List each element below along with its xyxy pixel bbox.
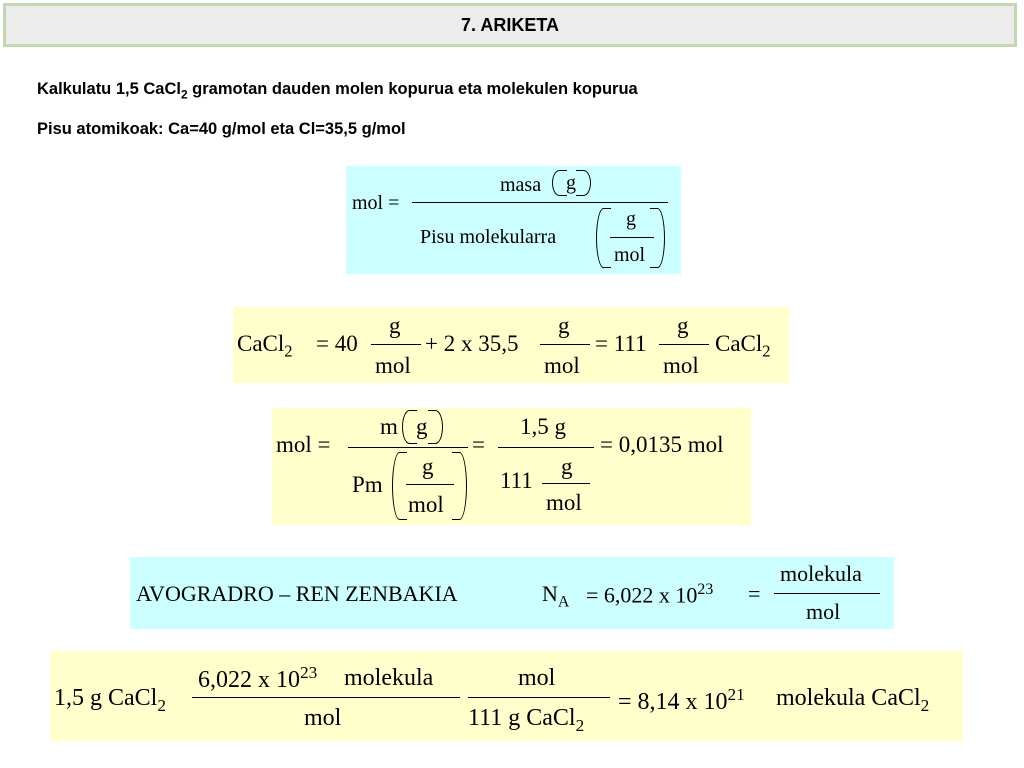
f1-denominator: Pisu molekularra	[420, 226, 557, 248]
f3-unit-g: g	[422, 454, 434, 479]
f3-result: = 0,0135 mol	[600, 432, 724, 457]
f5-lhs: 1,5 g CaCl$_2$	[54, 685, 166, 715]
f2-mol1: mol	[375, 353, 411, 378]
f4-value: = 6,022 x $10^{23}$	[586, 581, 714, 608]
f3-bar2	[498, 447, 594, 448]
f2-rhs: CaCl$_2$	[715, 331, 771, 361]
f1-den-paren-right	[650, 208, 665, 268]
f3-lhs: mol =	[276, 432, 331, 457]
f1-lhs: mol =	[352, 192, 400, 214]
f4-denominator: mol	[806, 599, 841, 624]
f2-eq111: = 111	[595, 331, 647, 356]
f3-denominator2: 111	[500, 468, 533, 493]
f3-unit-mol2: mol	[546, 490, 582, 515]
formula-molar-mass	[233, 307, 789, 383]
f3-paren-left	[402, 410, 417, 444]
f3-paren-right	[428, 410, 443, 444]
f3-bar-main	[348, 447, 468, 448]
f5-result: = 8,14 x $10^{21}$	[618, 685, 745, 715]
f3-unit-g2: g	[561, 454, 573, 479]
f2-g2: g	[558, 313, 570, 338]
f1-unit-bar	[610, 237, 654, 238]
f5-den2: 111 g CaCl$_2$	[468, 705, 585, 735]
f5-rhs: molekula CaCl$_2$	[776, 685, 930, 715]
problem-statement	[37, 80, 638, 101]
slide-title-bar	[3, 3, 1017, 47]
formula-avogadro	[130, 557, 894, 629]
f4-bar	[774, 593, 880, 594]
f3-denominator: Pm	[352, 472, 383, 497]
f1-den-paren-left	[596, 208, 611, 268]
f3-den-paren-left	[392, 452, 407, 520]
f3-unit-bar2	[542, 483, 590, 484]
slide-title: 7. ARIKETA	[460, 15, 559, 35]
problem-text-b: gramotan dauden molen kopurua eta molekulen kopurua	[187, 80, 638, 98]
problem-text-a: Kalkulatu 1,5 CaCl	[37, 80, 181, 98]
f3-unit-bar	[406, 484, 454, 485]
f3-eq: =	[472, 432, 485, 457]
f4-na: $N_A$	[542, 581, 570, 611]
formula-molecule-count	[50, 651, 963, 741]
f2-mol3: mol	[663, 353, 699, 378]
f3-unit-mol: mol	[408, 492, 444, 517]
f2-lhs: CaCl$_2$	[237, 331, 293, 361]
f3-numerator: m	[380, 414, 398, 439]
f2-g1: g	[389, 313, 401, 338]
f2-bar3	[659, 344, 709, 345]
f1-paren-left	[552, 170, 567, 196]
f2-plus: + 2 x 35,5	[425, 331, 519, 356]
f1-numerator-unit: g	[566, 172, 576, 194]
f3-numerator-unit: g	[416, 414, 428, 439]
atomic-weights: Pisu atomikoak: Ca=40 g/mol eta Cl=35,5 g/mol	[37, 120, 406, 138]
f5-den1: mol	[304, 705, 342, 731]
f1-unit-g: g	[626, 208, 636, 230]
f4-numerator: molekula	[780, 561, 862, 586]
f1-fraction-bar	[412, 202, 668, 203]
f5-num1: 6,022 x $10^{23}$	[198, 663, 318, 693]
f4-eq: =	[748, 581, 761, 606]
f3-den-paren-right	[452, 452, 467, 520]
formula-mol-definition	[346, 166, 681, 274]
formula-mol-calculation	[272, 408, 751, 525]
f2-eq40: = 40	[316, 331, 358, 356]
f5-num1-post: molekula	[344, 665, 434, 691]
f5-num2: mol	[518, 665, 556, 691]
problem-subscript: 2	[180, 87, 188, 102]
f3-numerator2: 1,5 g	[520, 414, 566, 439]
f5-bar2	[468, 697, 610, 698]
f4-label: AVOGRADRO – REN ZENBAKIA	[136, 581, 458, 606]
f1-numerator: masa	[500, 174, 542, 196]
f5-bar1	[192, 697, 460, 698]
f1-paren-right	[576, 170, 591, 196]
f2-mol2: mol	[544, 353, 580, 378]
f1-unit-mol: mol	[614, 244, 646, 266]
f2-bar2	[540, 344, 590, 345]
f2-bar1	[371, 344, 421, 345]
f2-g3: g	[677, 313, 689, 338]
